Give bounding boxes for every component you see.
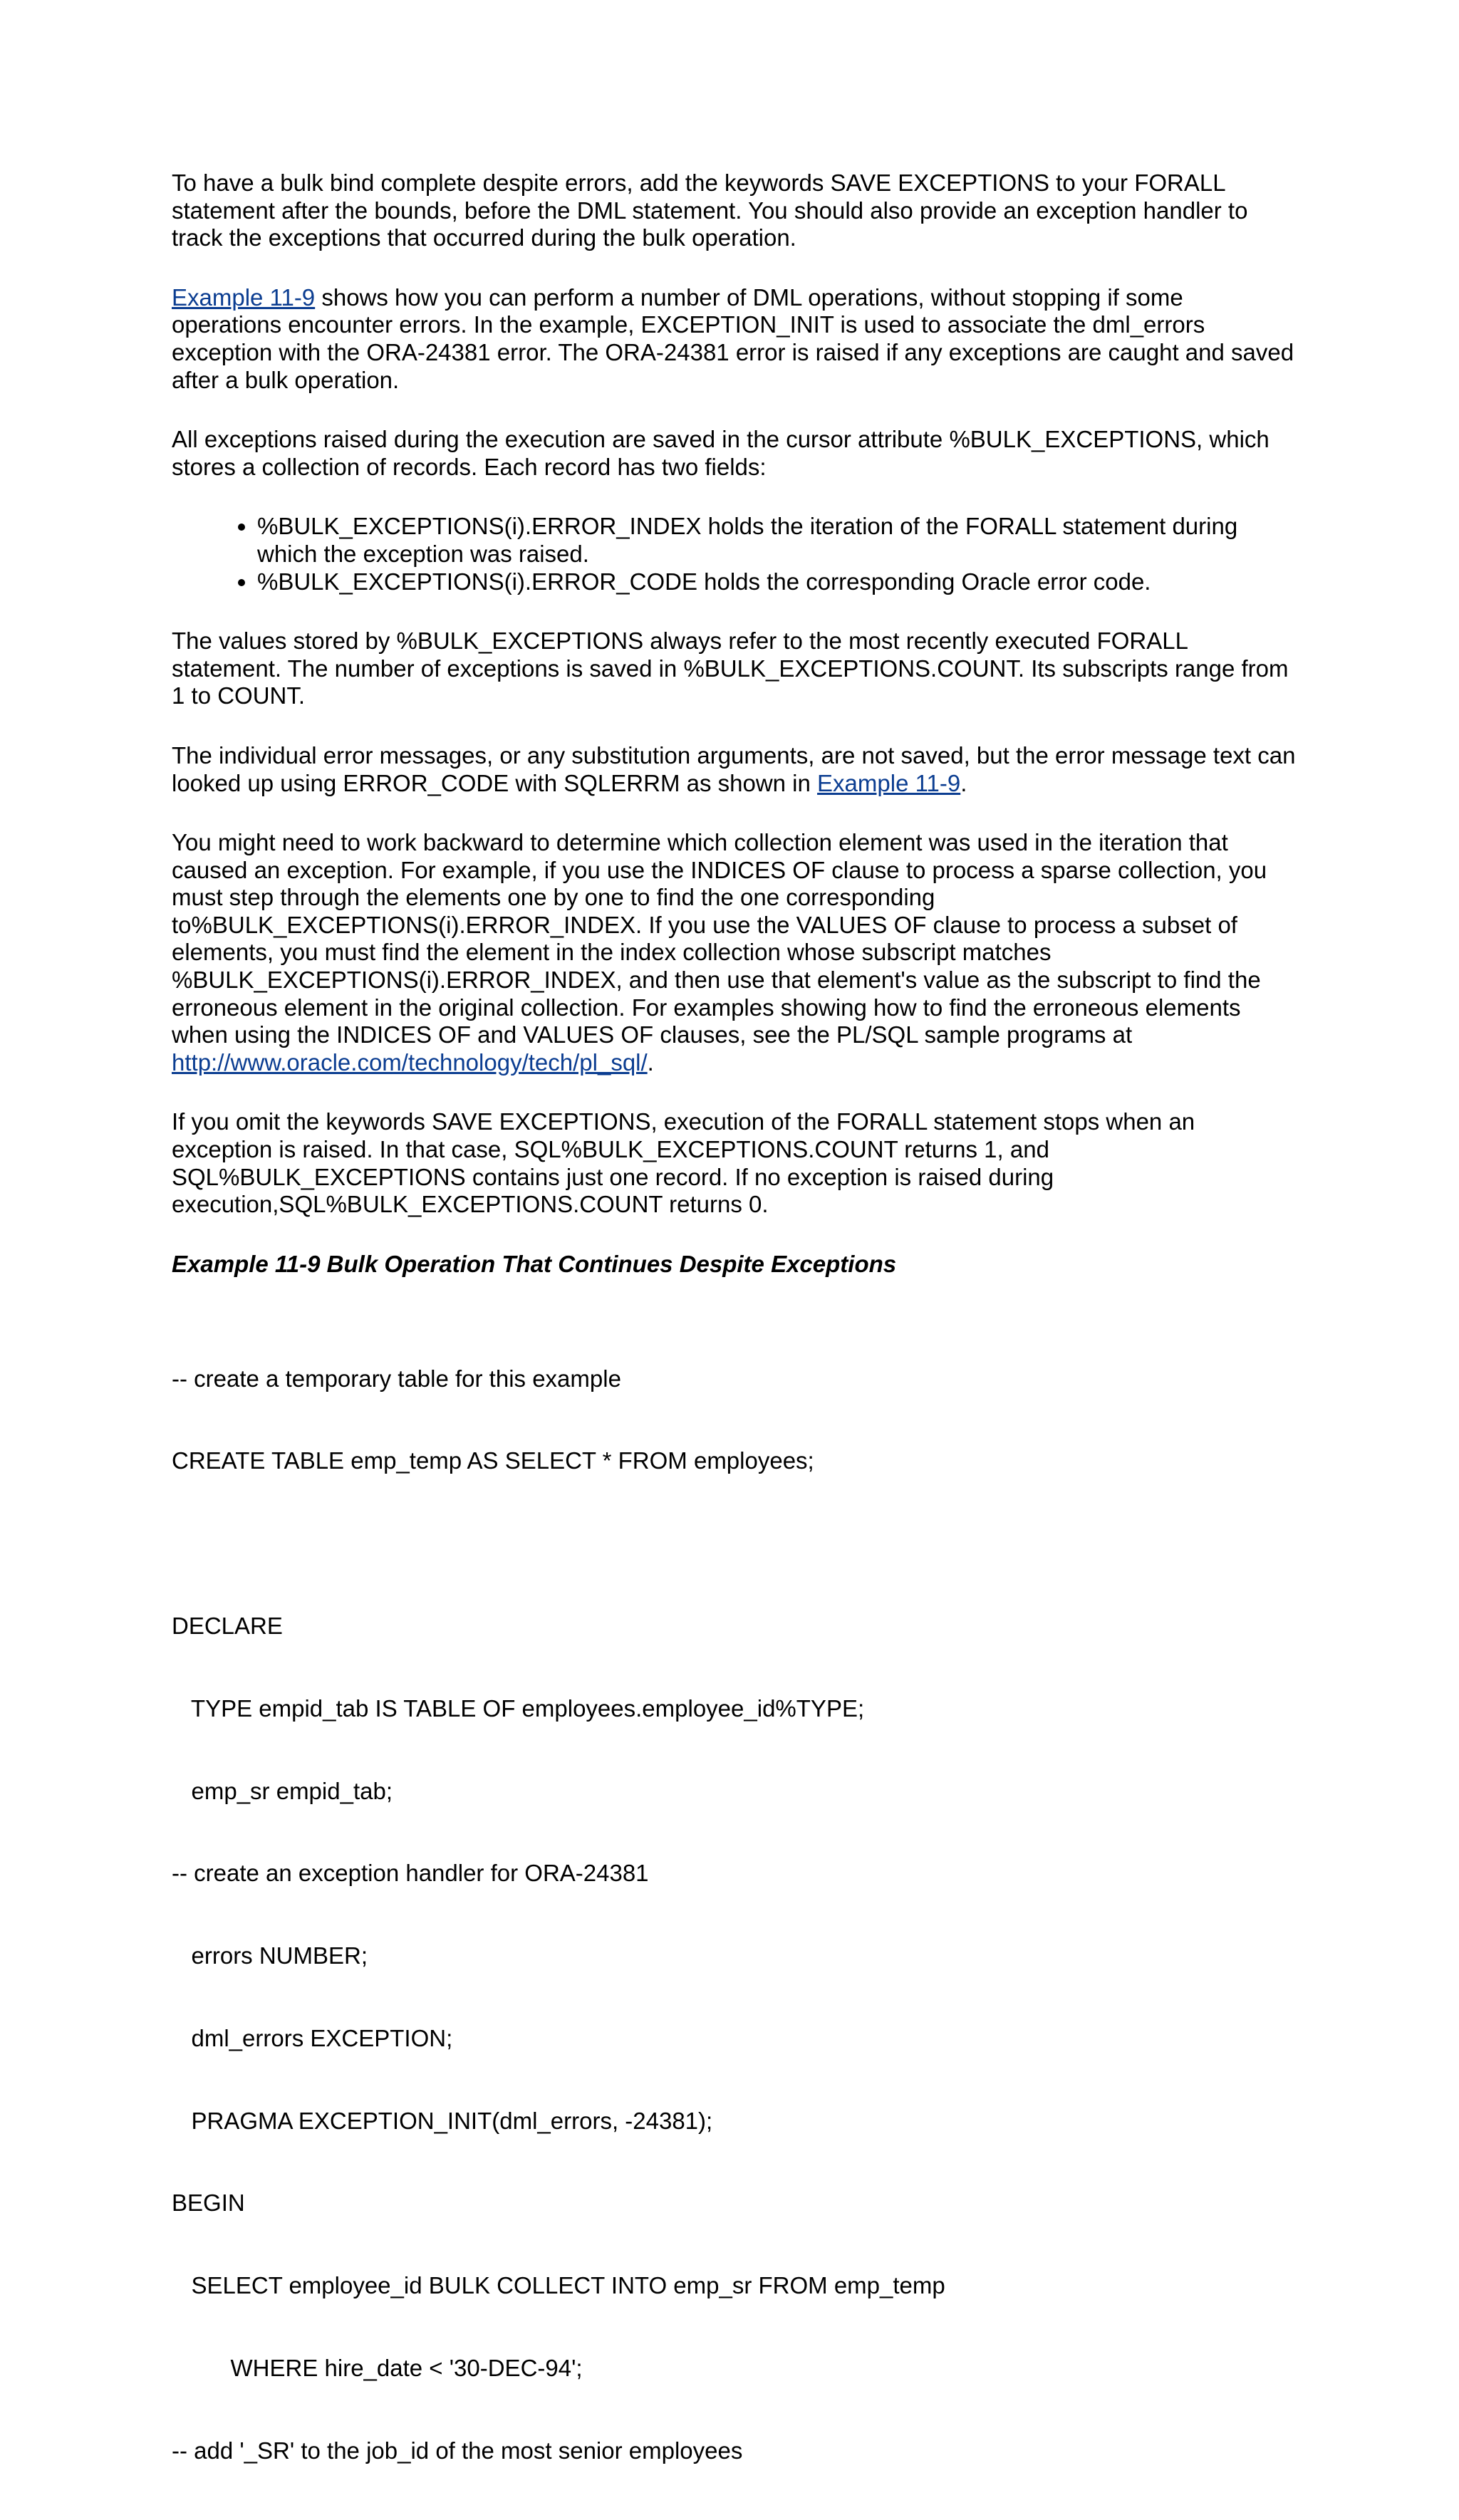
paragraph-work-backward-end: . xyxy=(647,1048,654,1076)
paragraph-error-messages xyxy=(172,742,1297,797)
paragraph-work-backward-text: You might need to work backward to determine which collection element was used in the iteration that caused an exception. For example, if you use the INDICES OF clause to process a sparse collection, you must step through the elements one by one to find the one corresponding to%BULK_EXCEPTIONS(i).ERROR_INDEX. If you use the VALUES OF clause to process a subset of elements, you must find the element in the index collection whose subscript matches %BULK_EXCEPTIONS(i).ERROR_INDEX, and then use that element's value as the subscript to find the erroneous element in the original collection. For examples showing how to find the erroneous elements when using the INDICES OF and VALUES OF clauses, see the PL/SQL sample programs at xyxy=(172,829,1267,1048)
code-line: -- add '_SR' to the job_id of the most senior employees xyxy=(172,2437,743,2464)
code-line: dml_errors EXCEPTION; xyxy=(172,2024,453,2051)
code-line: errors NUMBER; xyxy=(172,1942,368,1969)
oracle-plsql-link[interactable]: http://www.oracle.com/technology/tech/pl_sql/ xyxy=(172,1048,648,1076)
fields-list xyxy=(172,513,1297,595)
document-page xyxy=(172,170,1297,2520)
code-block xyxy=(172,1310,1297,2519)
code-line: BEGIN xyxy=(172,2190,245,2217)
paragraph-omit-keywords: If you omit the keywords SAVE EXCEPTIONS, execution of the FORALL statement stops when an exception is raised. In that case, SQL%BULK_EXCEPTIONS.COUNT returns 1, and SQL%BULK_EXCEPTIONS contains just one record. If no exception is raised during execution,SQL%BULK_EXCEPTIONS.COUNT returns 0. xyxy=(172,1108,1195,1218)
paragraph-values-stored: The values stored by %BULK_EXCEPTIONS always refer to the most recently executed FORALL statement. The number of exceptions is saved in %BULK_EXCEPTIONS.COUNT. Its subscripts range from 1 to COUNT. xyxy=(172,628,1289,709)
code-line: WHERE hire_date < '30-DEC-94'; xyxy=(172,2354,583,2381)
example-11-9-link-2[interactable]: Example 11-9 xyxy=(817,769,961,796)
code-line xyxy=(172,1530,1297,1558)
code-line: DECLARE xyxy=(172,1612,283,1639)
list-item-error-index: • %BULK_EXCEPTIONS(i).ERROR_INDEX holds the iteration of the FORALL statement during which the exception was raised. xyxy=(257,513,1297,568)
paragraph-save-exceptions: To have a bulk bind complete despite errors, add the keywords SAVE EXCEPTIONS to your FORALL statement after the bounds, before the DML statement. You should also provide an exception handler to track the exceptions that occurred during the bulk operation. xyxy=(172,170,1248,251)
paragraph-example-intro xyxy=(172,284,1297,394)
paragraph-example-intro-text: shows how you can perform a number of DML operations, without stopping if some operations encounter errors. In the example, EXCEPTION_INIT is used to associate the dml_errors exception with the ORA-24381 error. The ORA-24381 error is raised if any exceptions are caught and saved after a bulk operation. xyxy=(172,283,1294,393)
code-line: TYPE empid_tab IS TABLE OF employees.employee_id%TYPE; xyxy=(172,1694,865,1722)
example-11-9-link[interactable]: Example 11-9 xyxy=(172,283,316,311)
code-line: SELECT employee_id BULK COLLECT INTO emp_sr FROM emp_temp xyxy=(172,2272,945,2299)
code-line: -- create an exception handler for ORA-24381 xyxy=(172,1860,649,1887)
paragraph-bulk-exceptions: All exceptions raised during the execution are saved in the cursor attribute %BULK_EXCEPTIONS, which stores a collection of records. Each record has two fields: xyxy=(172,426,1270,480)
paragraph-work-backward xyxy=(172,829,1297,1076)
paragraph-error-messages-text: The individual error messages, or any substitution arguments, are not saved, but the error message text can looked up using ERROR_CODE with SQLERRM as shown in xyxy=(172,741,1296,796)
example-title: Example 11-9 Bulk Operation That Continues Despite Exceptions xyxy=(172,1250,897,1277)
code-line: -- create a temporary table for this example xyxy=(172,1365,621,1392)
list-item-error-code: • %BULK_EXCEPTIONS(i).ERROR_CODE holds the corresponding Oracle error code. xyxy=(257,568,1297,596)
paragraph-error-messages-end: . xyxy=(960,769,967,796)
code-line: emp_sr empid_tab; xyxy=(172,1777,393,1804)
code-line: PRAGMA EXCEPTION_INIT(dml_errors, -24381); xyxy=(172,2107,713,2134)
code-line: CREATE TABLE emp_temp AS SELECT * FROM employees; xyxy=(172,1447,814,1474)
